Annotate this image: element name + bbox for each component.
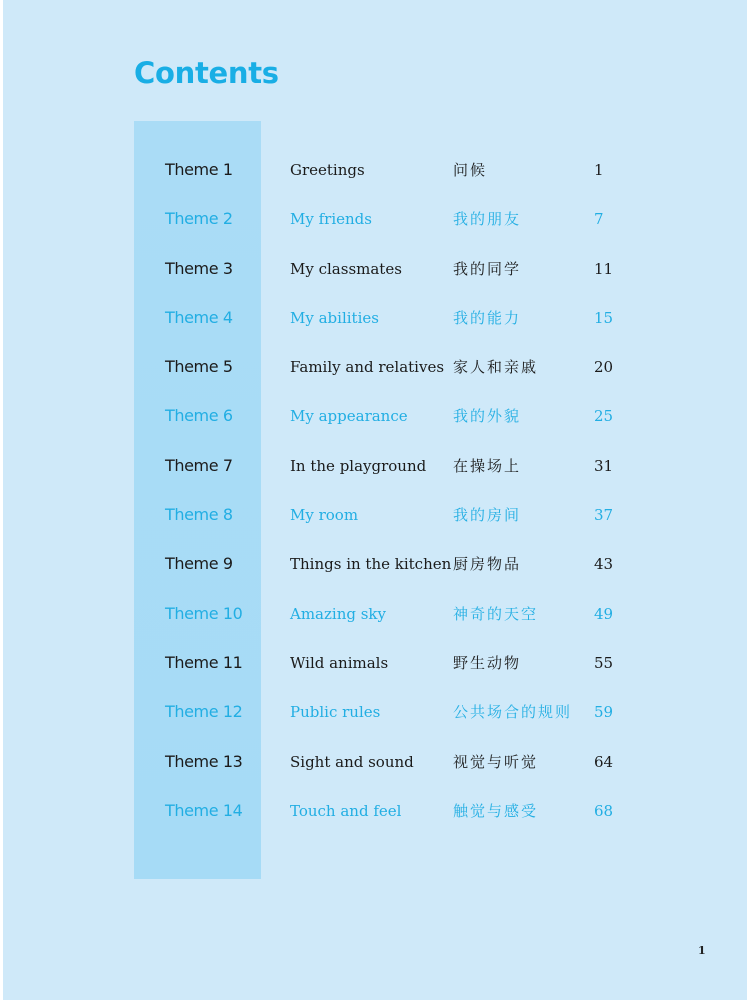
- theme-title-english: Family and relatives: [290, 358, 445, 377]
- theme-title-chinese: 在操场上: [453, 456, 522, 475]
- theme-title-chinese: 家人和亲戚: [453, 358, 539, 377]
- toc-row[interactable]: [3, 245, 747, 294]
- theme-page-number: 7: [594, 210, 604, 229]
- theme-title-english: My room: [290, 506, 359, 525]
- theme-number: Theme 13: [165, 751, 243, 771]
- theme-page-number: 64: [594, 752, 614, 771]
- toc-row[interactable]: [3, 491, 747, 540]
- theme-page-number: 20: [594, 358, 614, 377]
- theme-title-english: My abilities: [290, 308, 379, 327]
- theme-number: Theme 5: [165, 357, 233, 377]
- theme-page-number: 37: [594, 506, 614, 525]
- theme-title-english: Touch and feel: [290, 801, 402, 820]
- theme-number: Theme 12: [165, 702, 243, 722]
- toc-row[interactable]: [3, 639, 747, 688]
- theme-title-english: Amazing sky: [290, 604, 386, 623]
- toc-row[interactable]: [3, 738, 747, 787]
- theme-title-english: Public rules: [290, 703, 381, 722]
- theme-title-english: Greetings: [290, 161, 365, 179]
- theme-title-chinese: 厨房物品: [453, 555, 522, 574]
- theme-title-chinese: 野生动物: [453, 653, 522, 672]
- toc-row[interactable]: [3, 146, 747, 195]
- theme-page-number: 15: [594, 308, 614, 327]
- theme-title-english: In the playground: [290, 456, 427, 475]
- theme-title-english: Things in the kitchen: [290, 555, 452, 574]
- theme-number: Theme 8: [165, 505, 233, 525]
- theme-number: Theme 14: [165, 800, 243, 820]
- theme-title-english: Wild animals: [290, 653, 389, 672]
- theme-title-chinese: 我的同学: [453, 259, 522, 278]
- theme-page-number: 49: [594, 604, 614, 623]
- toc-row[interactable]: [3, 442, 747, 491]
- theme-page-number: 59: [594, 703, 614, 722]
- toc-row[interactable]: [3, 294, 747, 343]
- theme-title-chinese: 我的外貌: [453, 407, 522, 426]
- theme-number: Theme 2: [165, 209, 233, 229]
- theme-title-chinese: 我的房间: [453, 506, 522, 525]
- theme-title-chinese: 神奇的天空: [453, 604, 539, 623]
- toc-row[interactable]: [3, 590, 747, 639]
- theme-title-english: My appearance: [290, 407, 408, 426]
- theme-number: Theme 10: [165, 603, 243, 623]
- theme-page-number: 68: [594, 801, 614, 820]
- theme-number: Theme 3: [165, 258, 233, 278]
- theme-page-number: 31: [594, 456, 614, 475]
- theme-title-chinese: 我的能力: [453, 308, 522, 327]
- toc-row[interactable]: [3, 688, 747, 737]
- table-of-contents: [3, 146, 747, 836]
- theme-number: Theme 11: [165, 652, 243, 672]
- theme-title-chinese: 问候: [453, 161, 488, 179]
- theme-title-chinese: 视觉与听觉: [453, 752, 539, 771]
- toc-row[interactable]: [3, 787, 747, 836]
- theme-title-chinese: 触觉与感受: [453, 801, 539, 820]
- theme-page-number: 11: [594, 259, 614, 278]
- theme-title-chinese: 公共场合的规则: [453, 703, 573, 722]
- theme-number: Theme 7: [165, 455, 233, 475]
- theme-page-number: 55: [594, 653, 614, 672]
- theme-number: Theme 6: [165, 406, 233, 426]
- theme-number: Theme 1: [165, 160, 233, 179]
- theme-page-number: 25: [594, 407, 614, 426]
- page-number: 1: [698, 944, 706, 957]
- theme-page-number: 43: [594, 555, 614, 574]
- toc-row[interactable]: [3, 392, 747, 441]
- theme-title-chinese: 我的朋友: [453, 210, 522, 229]
- page-title: Contents: [134, 56, 279, 90]
- toc-row[interactable]: [3, 540, 747, 589]
- theme-title-english: My classmates: [290, 259, 402, 278]
- theme-title-english: Sight and sound: [290, 752, 414, 771]
- contents-page: [3, 0, 747, 1000]
- theme-number: Theme 4: [165, 307, 233, 327]
- theme-page-number: 1: [594, 161, 604, 179]
- toc-row[interactable]: [3, 343, 747, 392]
- toc-row[interactable]: [3, 195, 747, 244]
- theme-title-english: My friends: [290, 210, 372, 229]
- theme-number: Theme 9: [165, 554, 233, 574]
